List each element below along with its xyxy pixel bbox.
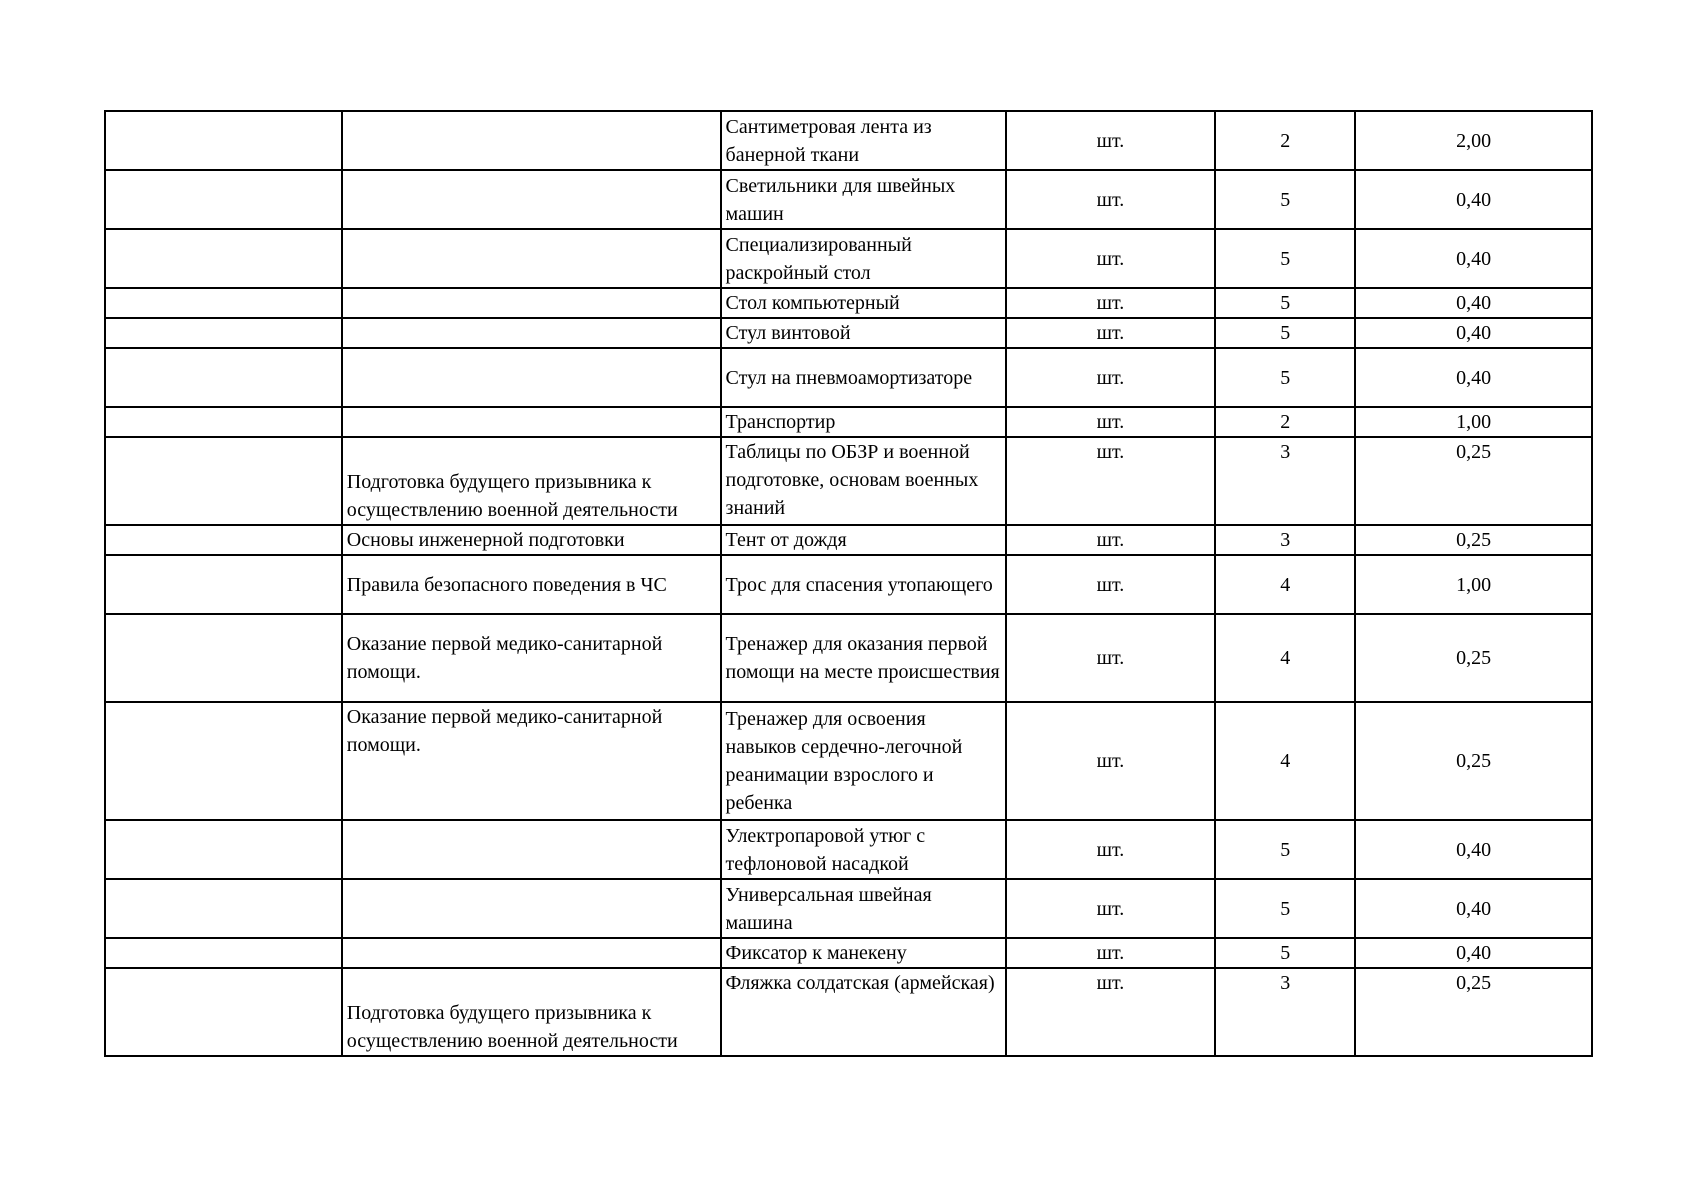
unit-cell: шт. (1006, 348, 1216, 407)
item-name-cell: Светильники для швейных машин (721, 170, 1006, 229)
section-cell (342, 879, 721, 938)
unit-cell: шт. (1006, 318, 1216, 348)
item-name-cell: Фляжка солдатская (армейская) (721, 968, 1006, 1056)
quantity-cell: 5 (1215, 170, 1355, 229)
quantity-cell: 2 (1215, 407, 1355, 437)
empty-cell (105, 820, 342, 879)
empty-cell (105, 288, 342, 318)
empty-cell (105, 318, 342, 348)
item-name-cell: Тент от дождя (721, 525, 1006, 555)
item-name-cell: Специализированный раскройный стол (721, 229, 1006, 288)
quantity-cell: 4 (1215, 702, 1355, 820)
empty-cell (105, 170, 342, 229)
table-row (105, 318, 1592, 348)
table-row (105, 968, 1592, 1056)
item-name-cell: Стул на пневмоамортизаторе (721, 348, 1006, 407)
quantity-cell: 5 (1215, 288, 1355, 318)
coefficient-cell: 0,25 (1355, 968, 1592, 1056)
unit-cell: шт. (1006, 288, 1216, 318)
item-name-cell: Таблицы по ОБЗР и военной подготовке, основам военных знаний (721, 437, 1006, 525)
table-row (105, 614, 1592, 702)
empty-cell (105, 614, 342, 702)
section-cell: Подготовка будущего призывника к осуществлению военной деятельности (342, 437, 721, 525)
coefficient-cell: 1,00 (1355, 555, 1592, 614)
empty-cell (105, 938, 342, 968)
table-row (105, 702, 1592, 820)
coefficient-cell: 0,25 (1355, 437, 1592, 525)
table-row (105, 229, 1592, 288)
quantity-cell: 5 (1215, 229, 1355, 288)
unit-cell: шт. (1006, 702, 1216, 820)
section-cell: Оказание первой медико-санитарной помощи. (342, 614, 721, 702)
unit-cell: шт. (1006, 407, 1216, 437)
unit-cell: шт. (1006, 437, 1216, 525)
empty-cell (105, 968, 342, 1056)
coefficient-cell: 0,25 (1355, 525, 1592, 555)
section-cell (342, 111, 721, 170)
item-name-cell: Трос для спасения утопающего (721, 555, 1006, 614)
quantity-cell: 5 (1215, 348, 1355, 407)
table-row (105, 938, 1592, 968)
item-name-cell: Тренажер для оказания первой помощи на месте происшествия (721, 614, 1006, 702)
quantity-cell: 5 (1215, 318, 1355, 348)
empty-cell (105, 702, 342, 820)
empty-cell (105, 437, 342, 525)
table-row (105, 348, 1592, 407)
section-cell: Подготовка будущего призывника к осуществлению военной деятельности (342, 968, 721, 1056)
coefficient-cell: 0,40 (1355, 288, 1592, 318)
quantity-cell: 4 (1215, 555, 1355, 614)
empty-cell (105, 111, 342, 170)
unit-cell: шт. (1006, 820, 1216, 879)
coefficient-cell: 0,25 (1355, 614, 1592, 702)
section-cell (342, 820, 721, 879)
section-cell (342, 938, 721, 968)
coefficient-cell: 0,40 (1355, 938, 1592, 968)
unit-cell: шт. (1006, 525, 1216, 555)
table-row (105, 111, 1592, 170)
coefficient-cell: 2,00 (1355, 111, 1592, 170)
coefficient-cell: 0,40 (1355, 229, 1592, 288)
item-name-cell: Улектропаровой утюг с тефлоновой насадкой (721, 820, 1006, 879)
table-row (105, 555, 1592, 614)
unit-cell: шт. (1006, 229, 1216, 288)
item-name-cell: Транспортир (721, 407, 1006, 437)
table-row (105, 525, 1592, 555)
item-name-cell: Универсальная швейная машина (721, 879, 1006, 938)
coefficient-cell: 0,40 (1355, 879, 1592, 938)
empty-cell (105, 555, 342, 614)
coefficient-cell: 0,40 (1355, 170, 1592, 229)
table-row (105, 407, 1592, 437)
coefficient-cell: 0,40 (1355, 820, 1592, 879)
quantity-cell: 3 (1215, 525, 1355, 555)
equipment-table (104, 110, 1593, 1057)
section-cell: Правила безопасного поведения в ЧС (342, 555, 721, 614)
quantity-cell: 5 (1215, 820, 1355, 879)
table-row (105, 170, 1592, 229)
table-row (105, 288, 1592, 318)
section-cell (342, 288, 721, 318)
quantity-cell: 3 (1215, 437, 1355, 525)
empty-cell (105, 525, 342, 555)
table-row (105, 820, 1592, 879)
quantity-cell: 5 (1215, 879, 1355, 938)
unit-cell: шт. (1006, 968, 1216, 1056)
quantity-cell: 2 (1215, 111, 1355, 170)
coefficient-cell: 1,00 (1355, 407, 1592, 437)
coefficient-cell: 0,25 (1355, 702, 1592, 820)
unit-cell: шт. (1006, 555, 1216, 614)
section-cell (342, 318, 721, 348)
table-row (105, 437, 1592, 525)
unit-cell: шт. (1006, 111, 1216, 170)
section-cell (342, 348, 721, 407)
section-cell: Основы инженерной подготовки (342, 525, 721, 555)
item-name-cell: Стул винтовой (721, 318, 1006, 348)
quantity-cell: 5 (1215, 938, 1355, 968)
item-name-cell: Сантиметровая лента из банерной ткани (721, 111, 1006, 170)
quantity-cell: 4 (1215, 614, 1355, 702)
empty-cell (105, 229, 342, 288)
section-cell (342, 407, 721, 437)
item-name-cell: Тренажер для освоения навыков сердечно-легочной реанимации взрослого и ребенка (721, 702, 1006, 820)
item-name-cell: Фиксатор к манекену (721, 938, 1006, 968)
unit-cell: шт. (1006, 614, 1216, 702)
table-row (105, 879, 1592, 938)
item-name-cell: Стол компьютерный (721, 288, 1006, 318)
unit-cell: шт. (1006, 170, 1216, 229)
empty-cell (105, 407, 342, 437)
unit-cell: шт. (1006, 879, 1216, 938)
section-cell (342, 170, 721, 229)
section-cell (342, 229, 721, 288)
coefficient-cell: 0,40 (1355, 348, 1592, 407)
empty-cell (105, 348, 342, 407)
empty-cell (105, 879, 342, 938)
quantity-cell: 3 (1215, 968, 1355, 1056)
unit-cell: шт. (1006, 938, 1216, 968)
coefficient-cell: 0,40 (1355, 318, 1592, 348)
section-cell: Оказание первой медико-санитарной помощи. (342, 702, 721, 820)
